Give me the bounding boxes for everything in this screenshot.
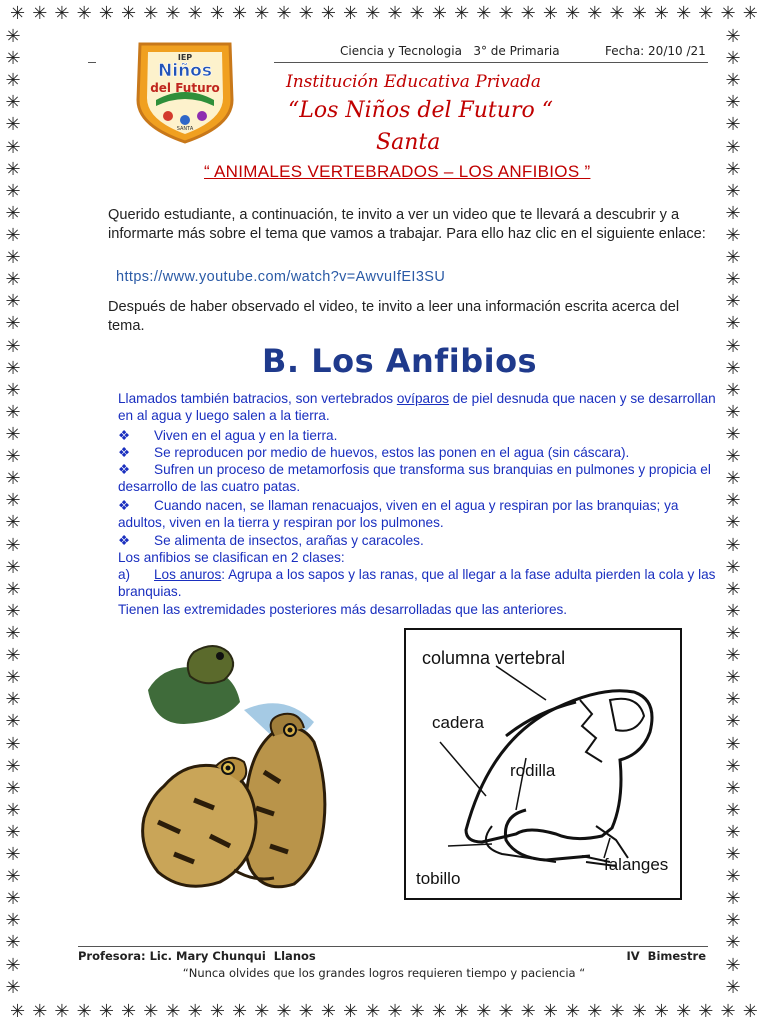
- border-star: ✳: [5, 755, 21, 777]
- border-star: ✳: [5, 976, 21, 998]
- border-star: ✳: [5, 667, 21, 689]
- border-star: ✳: [587, 2, 603, 24]
- border-star: ✳: [187, 1000, 203, 1022]
- border-star: ✳: [409, 2, 425, 24]
- border-star: ✳: [5, 932, 21, 954]
- bullet-text: Se alimenta de insectos, arañas y caracoles.: [154, 533, 424, 548]
- term-oviparos: ovíparos: [396, 391, 449, 406]
- border-star: ✳: [725, 512, 741, 534]
- border-top: [0, 0, 768, 26]
- frog-skeleton-diagram: [404, 628, 682, 900]
- border-star: ✳: [725, 468, 741, 490]
- border-star: ✳: [720, 2, 736, 24]
- border-star: ✳: [187, 2, 203, 24]
- school-logo: [96, 40, 274, 144]
- border-star: ✳: [298, 1000, 314, 1022]
- border-star: ✳: [725, 48, 741, 70]
- border-star: ✳: [725, 423, 741, 445]
- border-star: ✳: [165, 1000, 181, 1022]
- term-anuros: Los anuros: [154, 567, 222, 582]
- border-star: ✳: [725, 70, 741, 92]
- border-star: ✳: [5, 512, 21, 534]
- border-star: ✳: [143, 2, 159, 24]
- border-star: ✳: [520, 1000, 536, 1022]
- border-star: ✳: [232, 2, 248, 24]
- border-star: ✳: [720, 1000, 736, 1022]
- border-star: ✳: [498, 1000, 514, 1022]
- bullet-item: [118, 497, 716, 531]
- border-star: ✳: [5, 888, 21, 910]
- border-star: ✳: [165, 2, 181, 24]
- border-star: ✳: [725, 622, 741, 644]
- border-star: ✳: [254, 2, 270, 24]
- border-star: ✳: [742, 1000, 758, 1022]
- border-star: ✳: [5, 224, 21, 246]
- border-star: ✳: [5, 600, 21, 622]
- border-star: ✳: [725, 556, 741, 578]
- border-star: ✳: [5, 821, 21, 843]
- border-star: ✳: [5, 269, 21, 291]
- border-star: ✳: [725, 247, 741, 269]
- border-star: ✳: [5, 136, 21, 158]
- class-a-marker: a): [118, 567, 131, 582]
- border-star: ✳: [254, 1000, 270, 1022]
- bullet-text: Se reproducen por medio de huevos, estos las ponen en el agua (sin cáscara).: [154, 445, 630, 460]
- bullet-glyph: ❖: [118, 498, 131, 513]
- border-star: ✳: [725, 733, 741, 755]
- video-link[interactable]: https://www.youtube.com/watch?v=AwvuIfEI3SU: [116, 269, 446, 285]
- institution-line1: Institución Educativa Privada: [286, 72, 542, 92]
- border-star: ✳: [5, 910, 21, 932]
- document-title: “ ANIMALES VERTEBRADOS – LOS ANFIBIOS ”: [204, 162, 591, 181]
- bullet-text: Sufren un proceso de metamorfosis que transforma sus branquias en pulmones y propicia el desarrollo de las cuatro patas.: [118, 462, 711, 494]
- border-star: ✳: [725, 291, 741, 313]
- border-star: ✳: [725, 777, 741, 799]
- border-star: ✳: [10, 2, 26, 24]
- border-star: ✳: [5, 70, 21, 92]
- bullet-item: [118, 444, 716, 461]
- border-star: ✳: [725, 799, 741, 821]
- logo-line1: Niños: [158, 61, 212, 81]
- border-star: ✳: [5, 92, 21, 114]
- border-star: ✳: [5, 401, 21, 423]
- border-star: ✳: [98, 2, 114, 24]
- border-star: ✳: [320, 1000, 336, 1022]
- border-star: ✳: [431, 1000, 447, 1022]
- border-star: ✳: [320, 2, 336, 24]
- border-star: ✳: [454, 2, 470, 24]
- intro-paragraph: Querido estudiante, a continuación, te invito a ver un video que te llevará a descubrir y a informarte más sobre el tema que vamos a trabajar. Para ello haz clic en el siguiente enlace:: [108, 207, 706, 242]
- border-star: ✳: [520, 2, 536, 24]
- bullet-item: [118, 427, 716, 444]
- border-star: ✳: [5, 844, 21, 866]
- border-star: ✳: [725, 335, 741, 357]
- border-star: ✳: [725, 379, 741, 401]
- border-star: ✳: [10, 1000, 26, 1022]
- border-star: ✳: [5, 689, 21, 711]
- border-star: ✳: [5, 180, 21, 202]
- border-star: ✳: [5, 26, 21, 47]
- class-a-text: : Agrupa a los sapos y las ranas, que al llegar a la fase adulta pierden la cola y las branquias.: [118, 567, 716, 599]
- border-star: ✳: [725, 821, 741, 843]
- bullet-glyph: ❖: [118, 533, 131, 548]
- border-star: ✳: [5, 866, 21, 888]
- border-star: ✳: [5, 114, 21, 136]
- border-star: ✳: [5, 379, 21, 401]
- border-star: ✳: [565, 1000, 581, 1022]
- border-star: ✳: [725, 600, 741, 622]
- border-star: ✳: [725, 667, 741, 689]
- border-star: ✳: [698, 1000, 714, 1022]
- border-star: ✳: [276, 1000, 292, 1022]
- border-bottom: [0, 998, 768, 1024]
- border-star: ✳: [725, 910, 741, 932]
- border-star: ✳: [725, 932, 741, 954]
- bullet-item: [118, 532, 716, 549]
- institution-line2: “Los Niños del Futuro “: [288, 98, 553, 123]
- border-star: ✳: [5, 468, 21, 490]
- border-star: ✳: [5, 423, 21, 445]
- institution-line3: Santa: [376, 130, 441, 155]
- border-star: ✳: [565, 2, 581, 24]
- border-star: ✳: [742, 2, 758, 24]
- border-star: ✳: [5, 202, 21, 224]
- label-phalanges: falanges: [604, 855, 669, 874]
- border-star: ✳: [725, 645, 741, 667]
- border-star: ✳: [725, 136, 741, 158]
- border-star: ✳: [54, 1000, 70, 1022]
- border-star: ✳: [365, 1000, 381, 1022]
- section-heading: B. Los Anfibios: [262, 342, 538, 380]
- border-star: ✳: [725, 755, 741, 777]
- frogs-illustration: [124, 632, 386, 900]
- border-star: ✳: [587, 1000, 603, 1022]
- border-star: ✳: [387, 2, 403, 24]
- border-star: ✳: [209, 2, 225, 24]
- section-intro: [118, 390, 716, 424]
- border-star: ✳: [32, 1000, 48, 1022]
- border-star: ✳: [725, 578, 741, 600]
- border-star: ✳: [121, 1000, 137, 1022]
- border-right: [720, 26, 746, 998]
- border-star: ✳: [143, 1000, 159, 1022]
- border-star: ✳: [725, 888, 741, 910]
- border-star: ✳: [725, 26, 741, 47]
- border-star: ✳: [5, 490, 21, 512]
- border-star: ✳: [725, 269, 741, 291]
- border-star: ✳: [409, 1000, 425, 1022]
- border-star: ✳: [609, 2, 625, 24]
- class-a: [118, 566, 716, 600]
- border-star: ✳: [5, 313, 21, 335]
- border-star: ✳: [5, 48, 21, 70]
- border-star: ✳: [725, 92, 741, 114]
- section-intro-before: Llamados también batracios, son vertebrados: [118, 391, 397, 406]
- logo-line2: del Futuro: [150, 81, 220, 95]
- border-star: ✳: [725, 158, 741, 180]
- bullet-text: Cuando nacen, se llaman renacuajos, viven en el agua y respiran por las branquias; ya adultos, viven en la tierra y respiran por los pulmones.: [118, 498, 679, 530]
- border-star: ✳: [609, 1000, 625, 1022]
- logo-bottom-text: SANTA: [176, 126, 194, 132]
- border-star: ✳: [542, 1000, 558, 1022]
- bullet-text: Viven en el agua y en la tierra.: [154, 428, 338, 443]
- border-star: ✳: [5, 799, 21, 821]
- border-star: ✳: [32, 2, 48, 24]
- border-star: ✳: [5, 777, 21, 799]
- border-star: ✳: [725, 202, 741, 224]
- border-star: ✳: [725, 446, 741, 468]
- border-star: ✳: [365, 2, 381, 24]
- border-star: ✳: [343, 1000, 359, 1022]
- border-star: ✳: [676, 2, 692, 24]
- border-star: ✳: [343, 2, 359, 24]
- skeleton-drawing: [406, 630, 680, 898]
- border-star: ✳: [725, 844, 741, 866]
- followup-paragraph: Después de haber observado el video, te invito a leer una información escrita acerca del tema.: [108, 299, 680, 334]
- border-star: ✳: [725, 534, 741, 556]
- border-star: ✳: [725, 866, 741, 888]
- classes-intro: Los anfibios se clasifican en 2 clases:: [118, 550, 345, 565]
- border-star: ✳: [676, 1000, 692, 1022]
- border-star: ✳: [121, 2, 137, 24]
- border-star: ✳: [209, 1000, 225, 1022]
- border-star: ✳: [5, 556, 21, 578]
- border-star: ✳: [5, 578, 21, 600]
- border-star: ✳: [76, 1000, 92, 1022]
- footer-divider: [78, 946, 708, 947]
- border-star: ✳: [5, 247, 21, 269]
- border-star: ✳: [698, 2, 714, 24]
- border-star: ✳: [653, 2, 669, 24]
- border-star: ✳: [631, 1000, 647, 1022]
- border-star: ✳: [454, 1000, 470, 1022]
- border-star: ✳: [476, 1000, 492, 1022]
- border-star: ✳: [98, 1000, 114, 1022]
- label-hip: cadera: [432, 713, 484, 732]
- border-star: ✳: [725, 357, 741, 379]
- border-star: ✳: [725, 114, 741, 136]
- border-star: ✳: [725, 313, 741, 335]
- border-star: ✳: [5, 733, 21, 755]
- header-date: Fecha: 20/10 /21: [605, 44, 706, 58]
- border-star: ✳: [725, 711, 741, 733]
- border-star: ✳: [232, 1000, 248, 1022]
- border-star: ✳: [5, 446, 21, 468]
- border-star: ✳: [431, 2, 447, 24]
- border-star: ✳: [5, 335, 21, 357]
- label-knee: rodilla: [510, 761, 556, 780]
- bullet-glyph: ❖: [118, 445, 131, 460]
- border-star: ✳: [725, 180, 741, 202]
- border-star: ✳: [276, 2, 292, 24]
- border-star: ✳: [298, 2, 314, 24]
- border-star: ✳: [725, 954, 741, 976]
- bullet-item: [118, 461, 716, 495]
- border-star: ✳: [631, 2, 647, 24]
- border-star: ✳: [476, 2, 492, 24]
- border-star: ✳: [54, 2, 70, 24]
- logo-top-text: IEP: [177, 53, 193, 62]
- border-star: ✳: [5, 291, 21, 313]
- class-a-extra: Tienen las extremidades posteriores más desarrolladas que las anteriores.: [118, 602, 568, 617]
- label-ankle: tobillo: [416, 869, 461, 888]
- footer-term: IV Bimestre: [626, 949, 706, 963]
- border-star: ✳: [725, 490, 741, 512]
- bullet-glyph: ❖: [118, 462, 131, 477]
- header-subject: Ciencia y Tecnologia 3° de Primaria: [340, 44, 560, 58]
- border-star: ✳: [725, 224, 741, 246]
- footer-quote: “Nunca olvides que los grandes logros requieren tiempo y paciencia “: [182, 966, 586, 980]
- bullet-glyph: ❖: [118, 428, 131, 443]
- border-star: ✳: [5, 534, 21, 556]
- border-star: ✳: [5, 622, 21, 644]
- border-star: ✳: [725, 689, 741, 711]
- border-star: ✳: [5, 158, 21, 180]
- footer-teacher: Profesora: Lic. Mary Chunqui Llanos: [78, 949, 316, 963]
- border-star: ✳: [498, 2, 514, 24]
- border-star: ✳: [5, 645, 21, 667]
- border-star: ✳: [5, 357, 21, 379]
- border-left: [0, 26, 26, 998]
- border-star: ✳: [653, 1000, 669, 1022]
- border-star: ✳: [725, 976, 741, 998]
- section-intro-after: de piel desnuda que nacen y se desarrollan en al agua y luego salen a la tierra.: [118, 391, 716, 423]
- border-star: ✳: [5, 711, 21, 733]
- border-star: ✳: [5, 954, 21, 976]
- border-star: ✳: [76, 2, 92, 24]
- border-star: ✳: [725, 401, 741, 423]
- border-star: ✳: [542, 2, 558, 24]
- label-spine: columna vertebral: [422, 648, 566, 668]
- border-star: ✳: [387, 1000, 403, 1022]
